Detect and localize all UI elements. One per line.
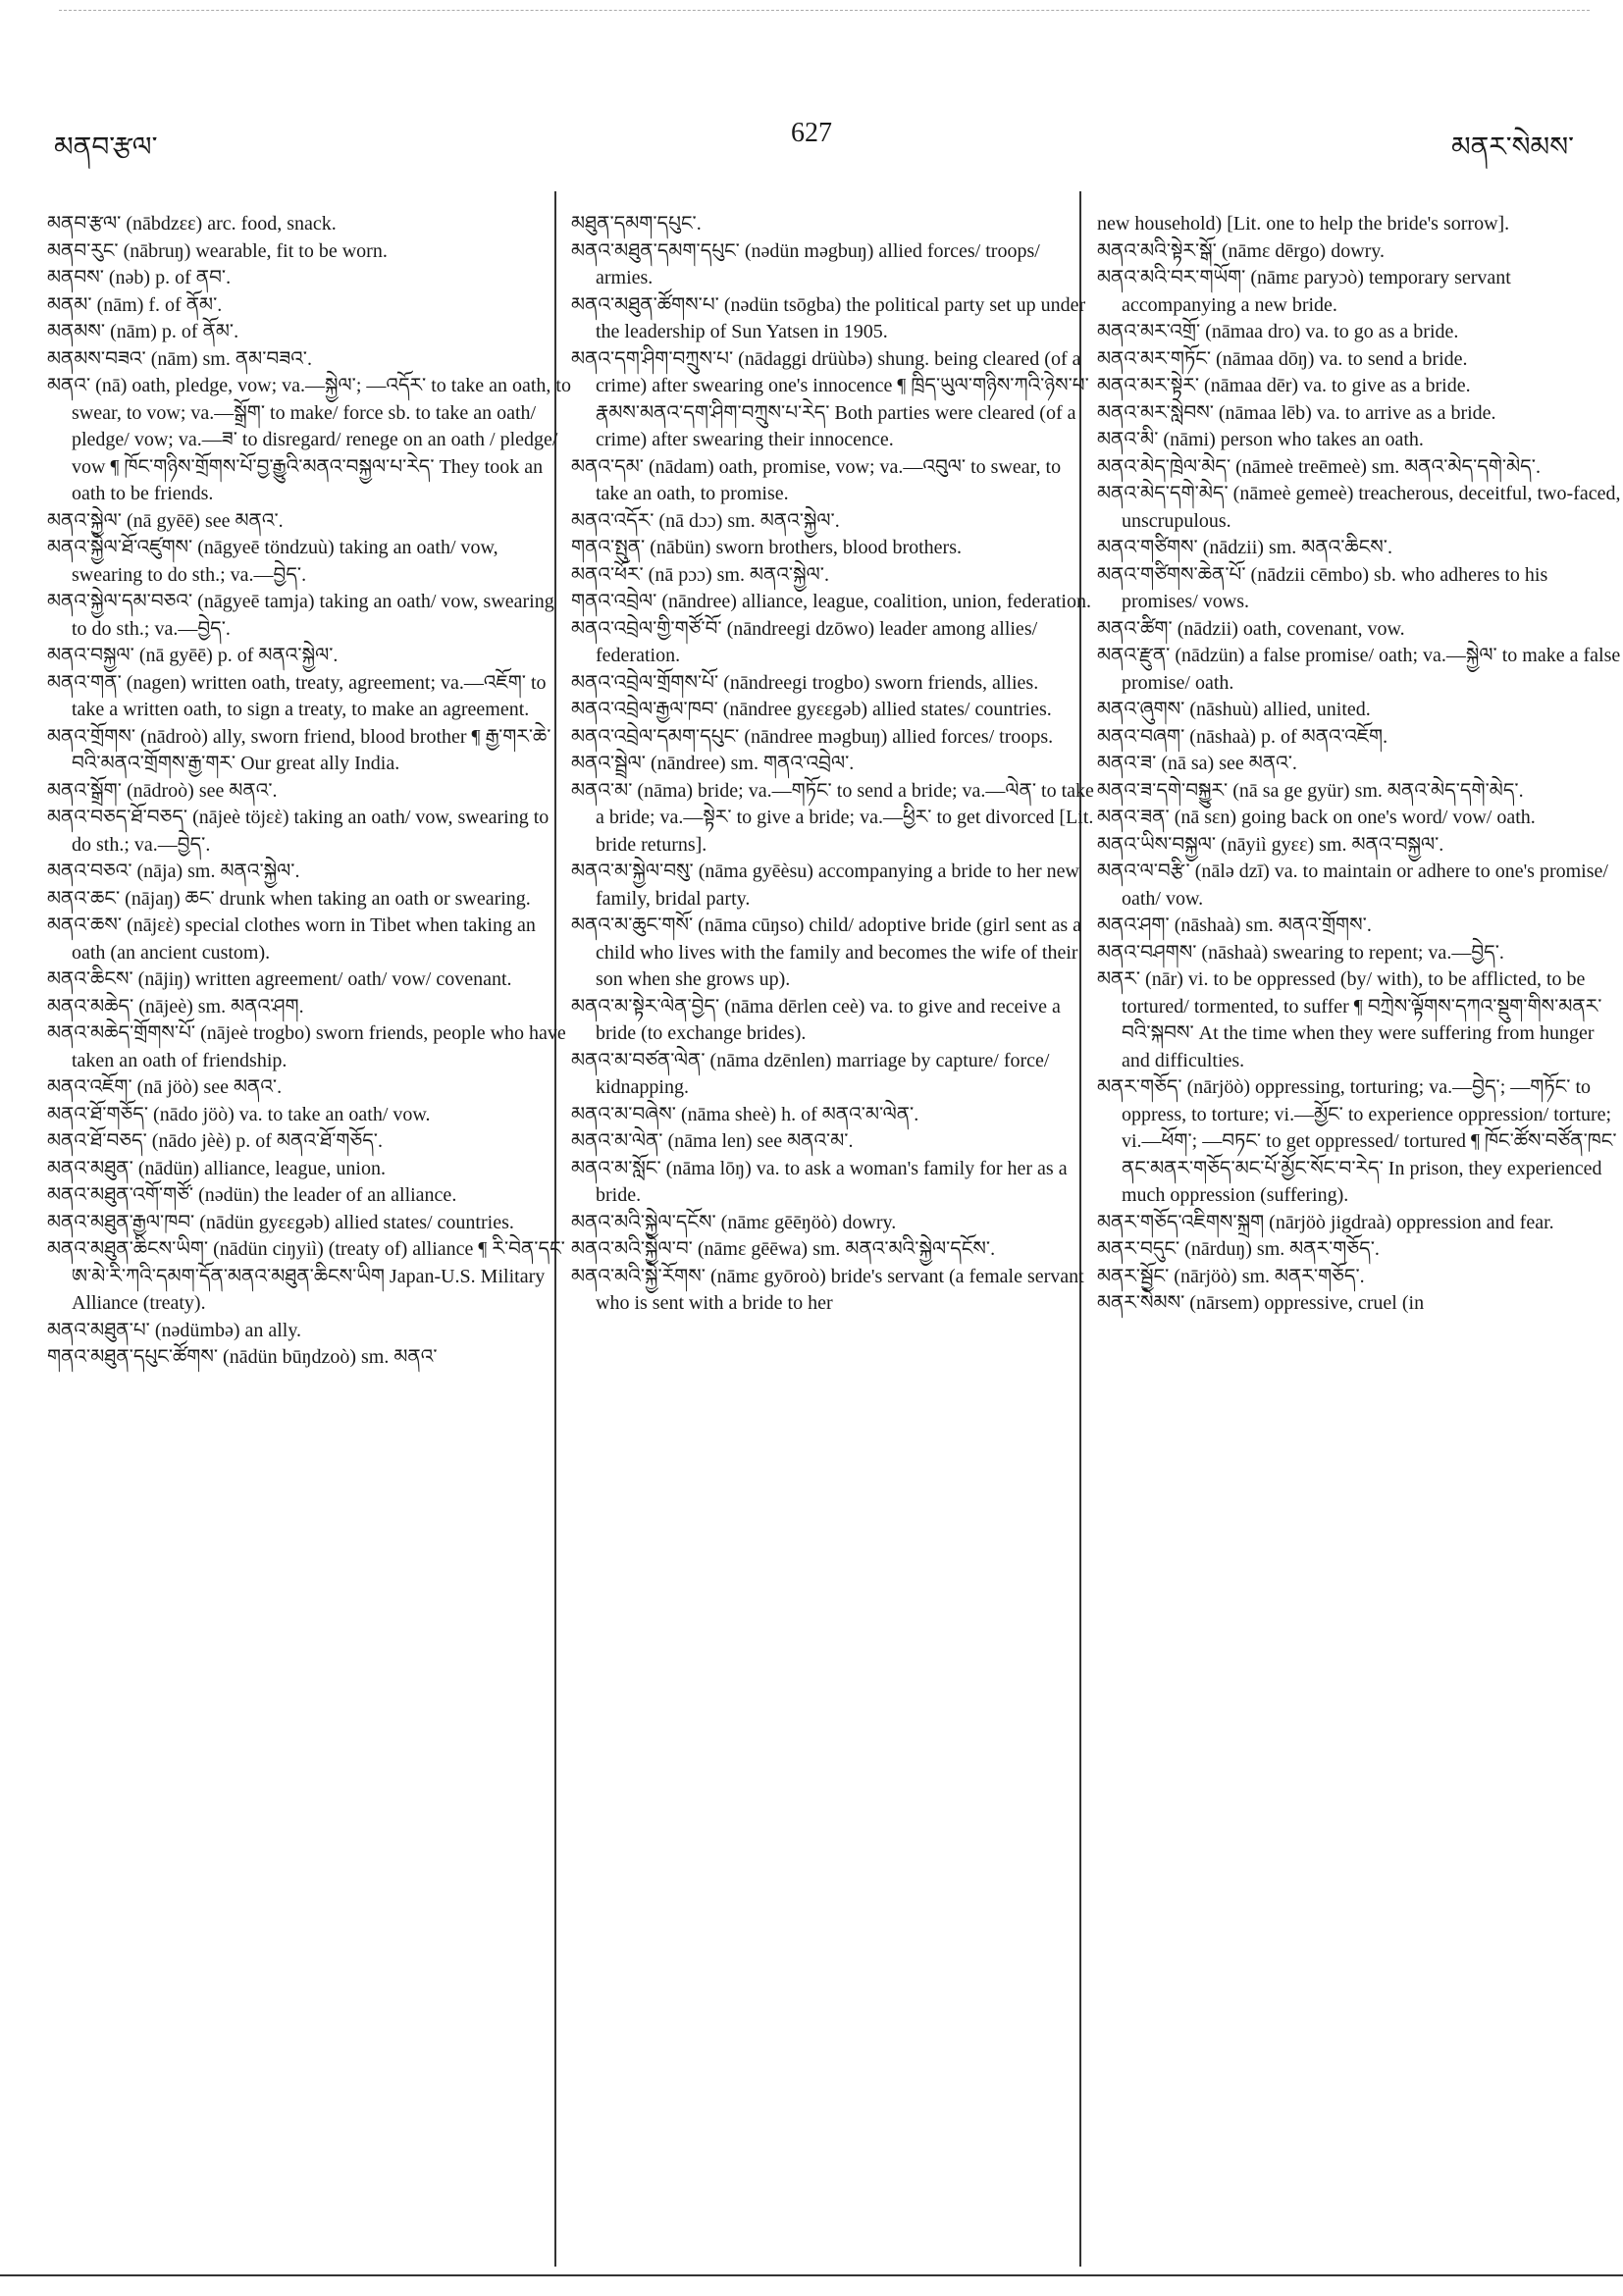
dictionary-entry: མནའ་འབྲེལ་རྒྱལ་ཁབ་ (nāndree gyεεgəb) allied states/ countries. — [571, 699, 1052, 720]
dictionary-entry: མནའ་སྐྱེལ་ (nā gyēē) see མནའ་. — [47, 509, 284, 532]
dictionary-entry: མནའ་མཐུན་རྒྱལ་ཁབ་ (nādün gyεεgəb) allied states/ countries. — [47, 1211, 514, 1233]
dictionary-entry: མནའ་གཙིགས་ཆེན་པོ་ (nādzii cēmbo) sb. who adheres to his promises/ vows. — [1097, 563, 1548, 612]
dictionary-entry: མནའ་མ་སྟེར་ལེན་བྱེད་ (nāma dērlen ceè) va. to give and receive a bride (to exchange brides). — [571, 995, 1061, 1044]
dictionary-entry: མནར་ (nār) vi. to be oppressed (by/ with), to be afflicted, to be tortured/ tormented, to suffer ¶ བཀྲེས་ལྟོགས་དཀའ་སྡུག་གིས་མནར་བའི་སྐབས་ At the time when they were suffering from hunger and difficulties. — [1097, 968, 1602, 1071]
dictionary-entry: མནའ་མཐུན་འགོ་གཙོ་ (nədün) the leader of an alliance. — [47, 1184, 457, 1206]
dictionary-entry: མནའ་ཞུགས་ (nāshuù) allied, united. — [1097, 699, 1371, 720]
dictionary-entry: མནའ་རྫུན་ (nādzün) a false promise/ oath; va.—སྐྱེལ་ to make a false promise/ oath. — [1097, 645, 1621, 694]
dictionary-entry: མནའ་འབྲེལ་གྱི་གཙོ་བོ་ (nāndreegi dzōwo) leader among allies/ federation. — [571, 617, 1038, 666]
dictionary-entry: མཐུན་དམག་དཔུང་. — [571, 213, 702, 235]
dictionary-entry: མནའ་མར་གཏོང་ (nāmaa dōŋ) va. to send a bride. — [1097, 347, 1468, 370]
dictionary-entry: མནའ་མེད་དགེ་མེད་ (nāmeè gemeè) treacherous, deceitful, two-faced, unscrupulous. — [1097, 483, 1621, 532]
dictionary-entry: མནའ་མཐུན་ཚོགས་པ་ (nədün tsōgba) the political party set up under the leadership of Sun Yatsen in 1905. — [571, 293, 1086, 342]
dictionary-entry: མནའ་བཤགས་ (nāshaà) swearing to repent; va.—བྱེད་. — [1097, 941, 1504, 964]
dictionary-entry: མནའ་མཆེད་གྲོགས་པོ་ (nājeè trogbo) sworn friends, people who have taken an oath of friendship. — [47, 1022, 566, 1071]
dictionary-entry: མནའ་འབྲེལ་དམག་དཔུང་ (nāndree məgbuŋ) allied forces/ troops. — [571, 725, 1054, 748]
dictionary-entry: མནའ་མ་ (nāma) bride; va.—གཏོང་ to send a bride; va.—ལེན་ to take a bride; va.—སྟེར་ to give a bride; va.—ཕྱིར་ to get divorced [Lit. bride returns]. — [571, 779, 1094, 856]
dictionary-entry: མནའ་མཐུན་ཆིངས་ཡིག་ (nādün ciŋyiì) (treaty of) alliance ¶ རི་བེན་དང་ཨ་མེ་རི་ཀའི་དམག་དོན་མནའ་མཐུན་ཆིངས་ཡིག Japan-U.S. Military Alliance (treaty). — [47, 1238, 565, 1314]
dictionary-entry: མནའ་མེད་ཁྲེལ་མེད་ (nāmeè treēmeè) sm. མནའ་མེད་དགེ་མེད་. — [1097, 455, 1541, 478]
dictionary-entry: མནའ་ཟ་ (nā sa) see མནའ་. — [1097, 753, 1297, 774]
dictionary-entry: མནམས་ (nām) p. of ནོམ་. — [47, 321, 239, 342]
dictionary-entry: མནར་གཅོད་འཇིགས་སྐྲག (nārjöò jigdraà) oppression and fear. — [1097, 1211, 1554, 1233]
dictionary-column-3 — [1097, 211, 1622, 1318]
dictionary-entry: མནའ་མ་སྐྱེལ་བསུ་ (nāma gyēèsu) accompanying a bride to her new family, bridal party. — [571, 861, 1079, 910]
bottom-scan-edge — [0, 2274, 1623, 2276]
page-number: 627 — [791, 118, 832, 148]
dictionary-entry: མནའ་མ་བཙན་ལེན་ (nāma dzēnlen) marriage by capture/ force/ kidnapping. — [571, 1049, 1050, 1098]
top-scan-edge — [59, 10, 1590, 11]
dictionary-entry: མནའ་ཆང་ (nājaŋ) ཆང་ drunk when taking an oath or swearing. — [47, 887, 531, 910]
dictionary-entry: མནའ་ཐོ་བཅད་ (nādo jèè) p. of མནའ་ཐོ་གཅོད་. — [47, 1130, 383, 1152]
dictionary-entry: མནབ་རུང་ (nābruŋ) wearable, fit to be worn. — [47, 239, 388, 262]
dictionary-entry: མནའ་མར་སླེབས་ (nāmaa lēb) va. to arrive as a bride. — [1097, 401, 1496, 424]
dictionary-entry: མནའ་འཇོག་ (nā jöò) see མནའ་. — [47, 1076, 283, 1098]
dictionary-entry: མནའ་མར་སྟེར་ (nāmaa dēr) va. to give as a bride. — [1097, 375, 1471, 396]
dictionary-entry: མནར་སྦྱོང་ (nārjöò) sm. མནར་གཅོད་. — [1097, 1265, 1365, 1287]
dictionary-entry: མནའ་མ་ཆུང་གསོ་ (nāma cūŋso) child/ adoptive bride (girl sent as a child who lives with the family and becomes the wife of their son when she grows up). — [571, 914, 1082, 990]
dictionary-entry: མནའ་ཟན་ (nā sεn) going back on one's word/ vow/ oath. — [1097, 807, 1536, 828]
dictionary-entry: མནའ་ཕོར་ (nā pɔɔ) sm. མནའ་སྐྱེལ་. — [571, 563, 829, 586]
dictionary-entry: མནམ་ (nām) f. of ནོམ་. — [47, 293, 223, 316]
dictionary-entry: མནའ་མཐུན་ (nādün) alliance, league, union. — [47, 1157, 386, 1179]
dictionary-entry: མནའ་མ་སློང་ (nāma lōŋ) va. to ask a woman's family for her as a bride. — [571, 1157, 1068, 1206]
dictionary-entry: མནམས་བཟའ་ (nām) sm. ནམ་བཟའ་. — [47, 347, 312, 370]
dictionary-entry: མནའ་མའི་བར་གཡོག་ (nāmε paryɔò) temporary servant accompanying a new bride. — [1097, 267, 1511, 316]
dictionary-entry: མནའ་མཆེད་ (nājeè) sm. མནའ་ཤག. — [47, 995, 304, 1018]
running-head-left: མནབ་རྩལ་ — [54, 132, 158, 163]
dictionary-entry: མནའ་ལ་བརྩི་ (nālə dzī) va. to maintain or adhere to one's promise/ oath/ vow. — [1097, 861, 1608, 910]
dictionary-entry: མནའ་དག་ཤིག་བཀྲུས་པ་ (nādaggi drüùbə) shung. being cleared (of a crime) after swearing one's innocence ¶ ཁྲིད་ཡུལ་གཉིས་ཀའི་ཉེས་པ་རྣམས་མནའ་དག་ཤིག་བཀྲུས་པ་རེད་ Both parties were cleared (of a crime) after swearing their innocence. — [571, 347, 1089, 450]
dictionary-entry: གནའ་སྤུན་ (nābün) sworn brothers, blood brothers. — [571, 537, 962, 558]
dictionary-entry: མནའ་སྦྲེལ་ (nāndree) sm. གནའ་འབྲེལ་. — [571, 753, 855, 774]
dictionary-entry: མནའ་འབྲེལ་གྲོགས་པོ་ (nāndreegi trogbo) sworn friends, allies. — [571, 671, 1039, 694]
dictionary-entry: མནའ་ཆས་ (nājεὲ) special clothes worn in Tibet when taking an oath (an ancient custom). — [47, 914, 536, 964]
dictionary-entry: མནའ་མཐུན་པ་ (nədümbə) an ally. — [47, 1319, 302, 1341]
dictionary-entry: མནའ་དམ་ (nādam) oath, promise, vow; va.—འབུལ་ to swear, to take an oath, to promise. — [571, 455, 1062, 504]
dictionary-entry: མནའ་ (nā) oath, pledge, vow; va.—སྐྱེལ་; —འདོར་ to take an oath, to swear, to vow; va.—སྒྲོག་ to make/ force sb. to take an oath/ pledge/ vow; va.—ཟ་ to disregard/ renege on an oath / pledge/ vow ¶ ཁོང་གཉིས་གྲོགས་པོ་བྱ་རྒྱུའི་མནའ་བསྐྱལ་པ་རེད་ They took an oath to be friends. — [47, 375, 571, 504]
dictionary-entry: གནའ་མཐུན་དཔུང་ཚོགས་ (nādün būŋdzoò) sm. མནའ་ — [47, 1346, 438, 1368]
dictionary-entry: མནའ་མའི་སྐྱེལ་དངོས་ (nāmε gēēŋöò) dowry. — [571, 1211, 897, 1233]
dictionary-entry: མནབ་རྩལ་ (nābdzεε) arc. food, snack. — [47, 213, 337, 235]
running-head-right: མནར་སེམས་ — [1451, 132, 1574, 163]
dictionary-entry: མནའ་གན་ (nagen) written oath, treaty, agreement; va.—འཇོག་ to take a written oath, to sign a treaty, to make an agreement. — [47, 671, 547, 720]
dictionary-entry: མནབས་ (nəb) p. of ནབ་. — [47, 267, 232, 288]
dictionary-entry: མནའ་བཅའ་ (nāja) sm. མནའ་སྐྱེལ་. — [47, 861, 300, 882]
dictionary-entry: མནའ་སྐྱེལ་ཐོ་འཛུགས་ (nāgyeē töndzuù) taking an oath/ vow, swearing to do sth.; va.—བྱེད་. — [47, 537, 498, 586]
dictionary-entry: མནའ་བསྐྱལ་ (nā gyēē) p. of མནའ་སྐྱེལ་. — [47, 645, 339, 666]
dictionary-entry: མནའ་ཤག་ (nāshaà) sm. མནའ་གྲོགས་. — [1097, 914, 1372, 936]
dictionary-entry: གནའ་འབྲེལ་ (nāndree) alliance, league, coalition, union, federation. — [571, 591, 1091, 612]
dictionary-entry: མནའ་མ་བཞེས་ (nāma sheè) h. of མནའ་མ་ལེན་. — [571, 1103, 919, 1125]
dictionary-entry: མནའ་མི་ (nāmi) person who takes an oath. — [1097, 429, 1424, 450]
dictionary-entry: མནའ་མའི་སྟེར་སྒོ་ (nāmε dērgo) dowry. — [1097, 239, 1386, 262]
dictionary-entry: མནའ་སྐྱེལ་དམ་བཅའ་ (nāgyeē tamja) taking an oath/ vow, swearing to do sth.; va.—བྱེད་. — [47, 591, 554, 640]
dictionary-entry: new household) [Lit. one to help the bride's sorrow]. — [1097, 213, 1510, 235]
dictionary-entry: མནའ་བཅད་ཐོ་བཅད་ (nājeè töjεὲ) taking an oath/ vow, swearing to do sth.; va.—བྱེད་. — [47, 807, 550, 856]
dictionary-entry: མནའ་འདོར་ (nā dɔɔ) sm. མནའ་སྐྱེལ་. — [571, 509, 840, 532]
dictionary-entry: མནའ་མཐུན་དམག་དཔུང་ (nədün məgbuŋ) allied forces/ troops/ armies. — [571, 239, 1040, 288]
dictionary-entry: མནར་སེམས་ (nārsem) oppressive, cruel (in — [1097, 1292, 1425, 1314]
dictionary-entry: མནའ་བཞག་ (nāshaà) p. of མནའ་འཇོག. — [1097, 725, 1388, 748]
dictionary-entry: མནའ་ཟ་དགེ་བསྐྱུར་ (nā sa ge gyür) sm. མནའ་མེད་དགེ་མེད་. — [1097, 779, 1524, 802]
dictionary-entry: མནའ་ཐོ་གཅོད་ (nādo jöò) va. to take an oath/ vow. — [47, 1103, 431, 1125]
dictionary-entry: མནའ་ཡིས་བསྐྱལ་ (nāyiì gyεε) sm. མནའ་བསྐྱལ་. — [1097, 833, 1444, 856]
dictionary-entry: མནར་བདུང་ (nārduŋ) sm. མནར་གཅོད་. — [1097, 1238, 1380, 1260]
dictionary-entry: མནའ་མར་འགྲོ་ (nāmaa dro) va. to go as a bride. — [1097, 321, 1459, 342]
dictionary-entry: མནའ་ཚིག་ (nādzii) oath, covenant, vow. — [1097, 617, 1405, 640]
dictionary-entry: མནའ་མའི་སྐྱེལ་བ་ (nāmε gēēwa) sm. མནའ་མའི་སྐྱེལ་དངོས་. — [571, 1238, 996, 1260]
dictionary-entry: མནའ་ཆིངས་ (nājiŋ) written agreement/ oath/ vow/ covenant. — [47, 968, 512, 990]
dictionary-entry: མནའ་གཙིགས་ (nādzii) sm. མནའ་ཆིངས་. — [1097, 537, 1392, 558]
dictionary-entry: མནའ་མའི་སྐྱེ་རོགས་ (nāmε gyōroò) bride's servant (a female servant who is sent with a bride to her — [571, 1265, 1084, 1314]
dictionary-entry: མནའ་གྲོགས་ (nādroò) ally, sworn friend, blood brother ¶ རྒྱ་གར་ཆེ་བའི་མནའ་གྲོགས་རྒྱ་གར་ Our great ally India. — [47, 725, 551, 774]
dictionary-column-1 — [47, 211, 572, 1372]
dictionary-entry: མནའ་མ་ལེན་ (nāma len) see མནའ་མ་. — [571, 1130, 854, 1152]
dictionary-column-2 — [571, 211, 1096, 1318]
dictionary-entry: མནར་གཅོད་ (nārjöò) oppressing, torturing; va.—བྱེད་; —གཏོང་ to oppress, to torture; vi.—མྱོང་ to experience oppression/ torture; vi.—ཕོག་; —བཏང་ to get oppressed/ tortured ¶ ཁོང་ཚོས་བཙོན་ཁང་ནང་མནར་གཅོད་མང་པོ་མྱོང་སོང་བ་རེད་ In prison, they experienced much oppression (suffering). — [1097, 1076, 1617, 1206]
dictionary-entry: མནའ་སྒྲོག་ (nādroò) see མནའ་. — [47, 779, 278, 802]
